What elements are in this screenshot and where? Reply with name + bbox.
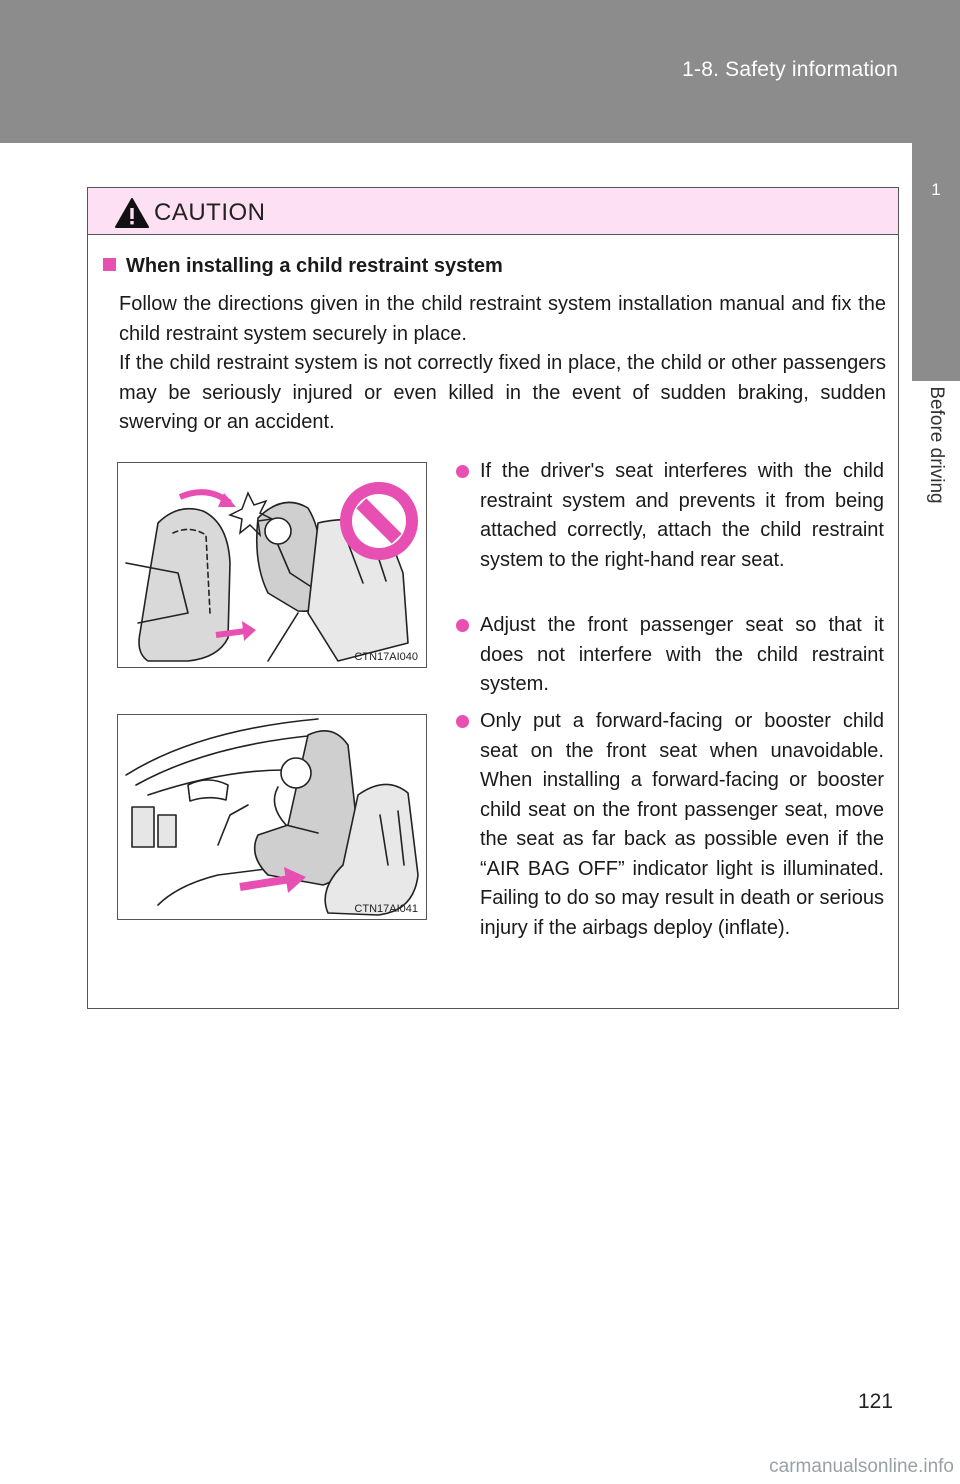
front-seat-child-seat-illustration (118, 715, 426, 919)
caution-paragraph-2: If the child restraint system is not correctly fixed in place, the child or other passengers may be seriously injured or even killed in the event of sudden braking, sudden swerving or an accident. (119, 352, 886, 433)
figure-code: CTN17AI040 (354, 651, 418, 663)
bullet-item (480, 611, 884, 700)
square-bullet-icon (103, 258, 116, 271)
section-title: 1-8. Safety information (682, 58, 898, 81)
figure-code: CTN17AI041 (354, 903, 418, 915)
caution-paragraph-1: Follow the directions given in the child restraint system installation manual and fix the child restraint system securely in place. (119, 293, 886, 345)
seat-interference-illustration (118, 463, 426, 667)
chapter-tab (912, 143, 960, 381)
round-bullet-icon (456, 465, 469, 478)
chapter-number: 1 (931, 180, 941, 199)
page-header-band (0, 0, 960, 143)
caution-title: CAUTION (154, 199, 266, 226)
round-bullet-icon (456, 619, 469, 632)
bullet-text: Only put a forward-facing or booster child seat on the front seat when unavoidable. When installing a forward-facing or booster child seat on the front passenger seat, move the seat as far back as possible even if the “AIR BAG OFF” indicator light is illuminated. Failing to do so may result in death or serious injury if the airbags deploy (inflate). (480, 710, 884, 939)
caution-box (87, 187, 899, 1009)
figure-seat-interference (117, 462, 427, 668)
caution-section-heading (103, 255, 503, 278)
bullet-item (480, 457, 884, 575)
section-heading-text: When installing a child restraint system (126, 255, 503, 277)
warning-triangle-icon (114, 197, 150, 229)
watermark: carmanualsonline.info (769, 1456, 954, 1477)
bullet-text: Adjust the front passenger seat so that it does not interfere with the child restraint system. (480, 614, 884, 695)
bullet-item (480, 707, 884, 943)
chapter-label: Before driving (926, 386, 947, 504)
figure-front-seat-installation (117, 714, 427, 920)
page-number: 121 (858, 1390, 894, 1413)
bullet-text: If the driver's seat interferes with the child restraint system and prevents it from being attached correctly, attach the child restraint system to the right-hand rear seat. (480, 460, 884, 571)
round-bullet-icon (456, 715, 469, 728)
caution-header (88, 188, 898, 235)
